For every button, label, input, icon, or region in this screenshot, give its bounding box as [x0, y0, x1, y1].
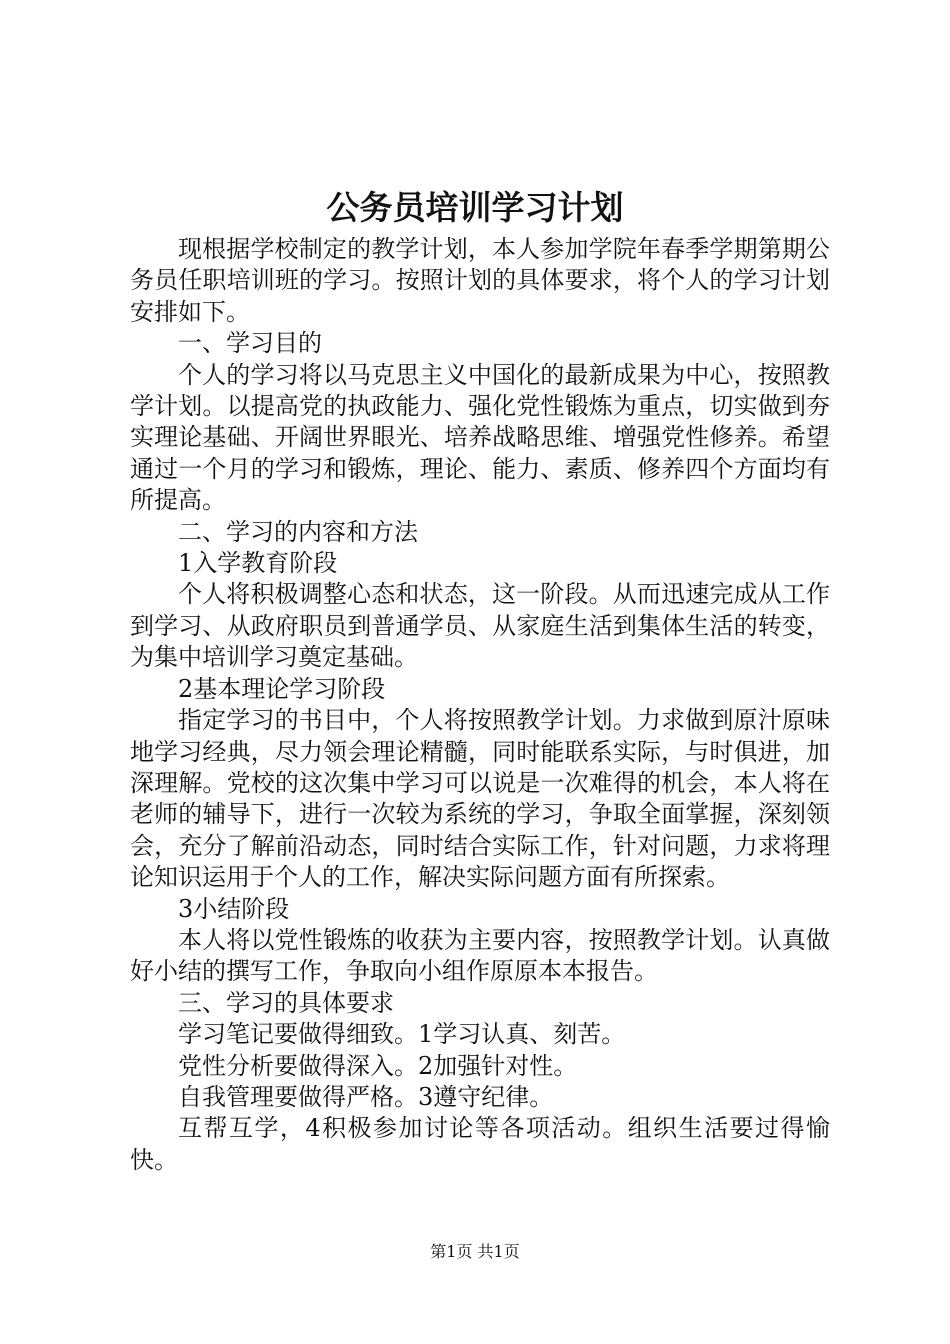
paragraph-section-1: 个人的学习将以马克思主义中国化的最新成果为中心，按照教学计划。以提高党的执政能力、强化党性锻炼为重点，切实做到夯实理论基础、开阔世界眼光、培养战略思维、增强党性修养。希望通过一个月的学习和锻炼，理论、能力、素质、修养四个方面均有所提高。: [130, 360, 830, 515]
paragraph-intro: 现根据学校制定的教学计划，本人参加学院年春季学期第期公务员任职培训班的学习。按照计划的具体要求，将个人的学习计划安排如下。: [130, 235, 830, 326]
requirement-item-3: 自我管理要做得严格。3遵守纪律。: [178, 1082, 554, 1111]
heading-section-3: 三、学习的具体要求: [178, 988, 394, 1017]
paragraph-stage-1: 个人将积极调整心态和状态，这一阶段。从而迅速完成从工作到学习、从政府职员到普通学员、从家庭生活到集体生活的转变，为集中培训学习奠定基础。: [130, 580, 830, 672]
heading-stage-1: 1入学教育阶段: [178, 549, 338, 578]
page-footer: 第1页 共1页: [430, 1242, 520, 1261]
paragraph-stage-3: 本人将以党性锻炼的收获为主要内容，按照教学计划。认真做好小结的撰写工作，争取向小组作原原本本报告。: [130, 925, 830, 986]
requirement-item-4: 互帮互学，4积极参加讨论等各项活动。组织生活要过得愉快。: [130, 1114, 830, 1174]
document-body: [130, 234, 830, 1176]
requirement-item-1: 学习笔记要做得细致。1学习认真、刻苦。: [178, 1020, 626, 1049]
heading-stage-3: 3小结阶段: [178, 894, 290, 923]
heading-section-1: 一、学习目的: [178, 329, 322, 358]
heading-stage-2: 2基本理论学习阶段: [178, 674, 386, 703]
paragraph-stage-2: 指定学习的书目中，个人将按照教学计划。力求做到原汁原味地学习经典，尽力领会理论精髓，同时能联系实际，与时俱进，加深理解。党校的这次集中学习可以说是一次难得的机会，本人将在老师的辅导下，进行一次较为系统的学习，争取全面掌握，深刻领会，充分了解前沿动态，同时结合实际工作，针对问题，力求将理论知识运用于个人的工作，解决实际问题方面有所探索。: [130, 706, 830, 892]
document-title: 公务员培训学习计划: [326, 188, 624, 227]
requirement-item-2: 党性分析要做得深入。2加强针对性。: [178, 1051, 578, 1080]
heading-section-2: 二、学习的内容和方法: [178, 517, 418, 546]
